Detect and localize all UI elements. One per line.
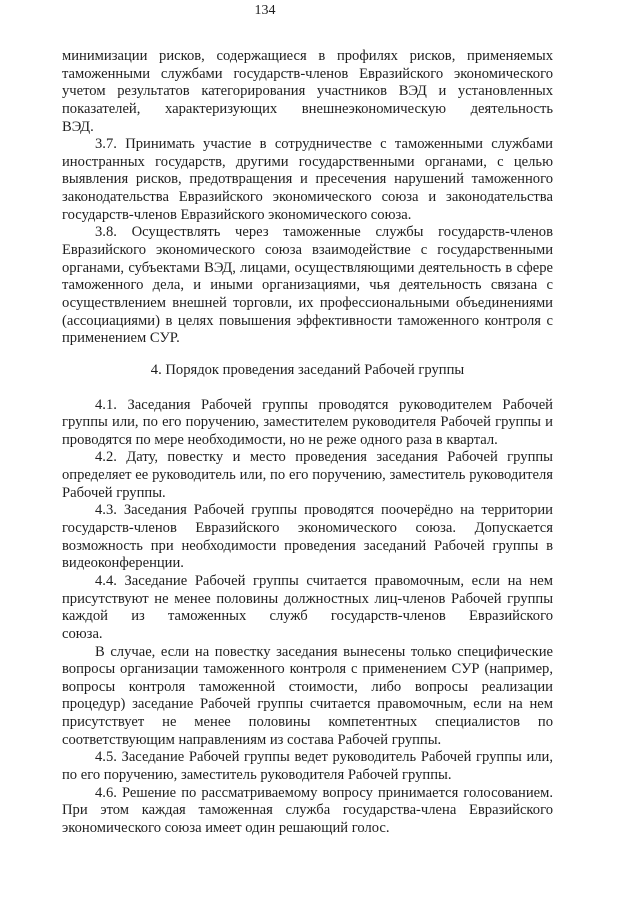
text-line: государств-членов Евразийского экономического союза. (62, 206, 412, 223)
text-line: присутствует не менее половины компетентных специалистов по (62, 714, 553, 731)
text-line: 3.7. Принимать участие в сотрудничестве с таможенными службами (95, 136, 553, 153)
text-line: учетом результатов категорирования участников ВЭД и установленных (62, 83, 553, 100)
text-line: 4.4. Заседание Рабочей группы считается правомочным, если на нем (95, 572, 553, 589)
paragraphs-section-4 (62, 397, 553, 838)
text-line: ВЭД. (62, 118, 94, 135)
text-line: определяет ее руководитель или, по его поручению, заместитель руководителя (62, 467, 553, 484)
paragraph (62, 785, 553, 838)
text-line: органами, субъектами ВЭД, лицами, осуществляющими деятельность в сфере (62, 259, 553, 276)
text-line: Рабочей группы. (62, 484, 166, 501)
text-line: экономического союза имеет один решающий голос. (62, 819, 390, 836)
text-line: соответствующим направлениям из состава Рабочей группы. (62, 731, 442, 748)
section-heading: 4. Порядок проведения заседаний Рабочей группы (150, 361, 465, 378)
text-line: группы или, по его поручению, заместителем руководителя Рабочей группы и (62, 414, 553, 431)
text-line: таможенными службами государств-членов Евразийского экономического (62, 65, 553, 82)
text-line: вопросы организации таможенного контроля с применением СУР (например, (62, 661, 553, 678)
text-line: возможность при необходимости проведения заседаний Рабочей группы в (62, 537, 553, 554)
page-number: 134 (254, 3, 276, 18)
paragraph (62, 48, 553, 136)
text-line: В случае, если на повестку заседания вынесены только специфические (95, 643, 553, 660)
text-line: минимизации рисков, содержащиеся в профилях рисков, применяемых (62, 48, 553, 64)
paragraph (62, 502, 553, 573)
text-line: 4.5. Заседание Рабочей группы ведет руководитель Рабочей группы или, (95, 749, 553, 766)
text-line: проводятся по мере необходимости, но не реже одного раза в квартал. (62, 431, 498, 448)
text-line: При этом каждая таможенная служба государства-члена Евразийского (62, 802, 553, 819)
text-line: по его поручению, заместитель руководителя Рабочей группы. (62, 767, 452, 783)
text-line: 4.6. Решение по рассматриваемому вопросу принимается голосованием. (95, 784, 553, 801)
text-line: 4.3. Заседания Рабочей группы проводятся поочерёдно на территории (95, 502, 553, 519)
text-line: выявления рисков, предотвращения и пресечения нарушений таможенного (62, 171, 553, 188)
text-line: осуществлением внешней торговли, их профессиональными объединениями (62, 294, 553, 311)
text-line: показателей, характеризующих внешнеэкономическую деятельность (62, 100, 553, 117)
paragraph (62, 224, 553, 347)
text-line: применением СУР. (62, 330, 180, 347)
paragraph (62, 136, 553, 224)
paragraph (62, 749, 553, 784)
paragraph (62, 644, 553, 750)
text-line: 4.2. Дату, повестку и место проведения заседания Рабочей группы (95, 449, 553, 466)
text-line: таможенного дела, и иными организациями, чья деятельность связана с (62, 277, 553, 294)
text-line: процедур) заседание Рабочей группы считается правомочным, если на нем (62, 696, 553, 713)
text-line: присутствуют не менее половины должностных лиц-членов Рабочей группы (62, 590, 553, 607)
text-line: видеоконференции. (62, 555, 184, 572)
text-line: вопросы контроля таможенной стоимости, либо вопросы реализации (62, 678, 553, 695)
paragraph (62, 449, 553, 502)
paragraph (62, 397, 553, 450)
paragraph (62, 573, 553, 644)
text-line: каждой из таможенных служб государств-членов Евразийского (62, 608, 553, 625)
text-line: государств-членов Евразийского экономического союза. Допускается (62, 520, 553, 537)
text-line: иностранных государств, другими государственными органами, с целью (62, 153, 553, 170)
text-line: 3.8. Осуществлять через таможенные службы государств-членов (95, 224, 553, 241)
document-body (62, 48, 553, 838)
text-line: (ассоциациями) в целях повышения эффективности таможенного контроля с (62, 312, 553, 329)
text-line: союза. (62, 625, 103, 642)
text-line: 4.1. Заседания Рабочей группы проводятся руководителем Рабочей (95, 396, 553, 413)
text-line: законодательства Евразийского экономического союза и законодательства (62, 189, 553, 206)
text-line: Евразийского экономического союза взаимодействие с государственными (62, 242, 553, 259)
paragraphs-before-section (62, 48, 553, 348)
